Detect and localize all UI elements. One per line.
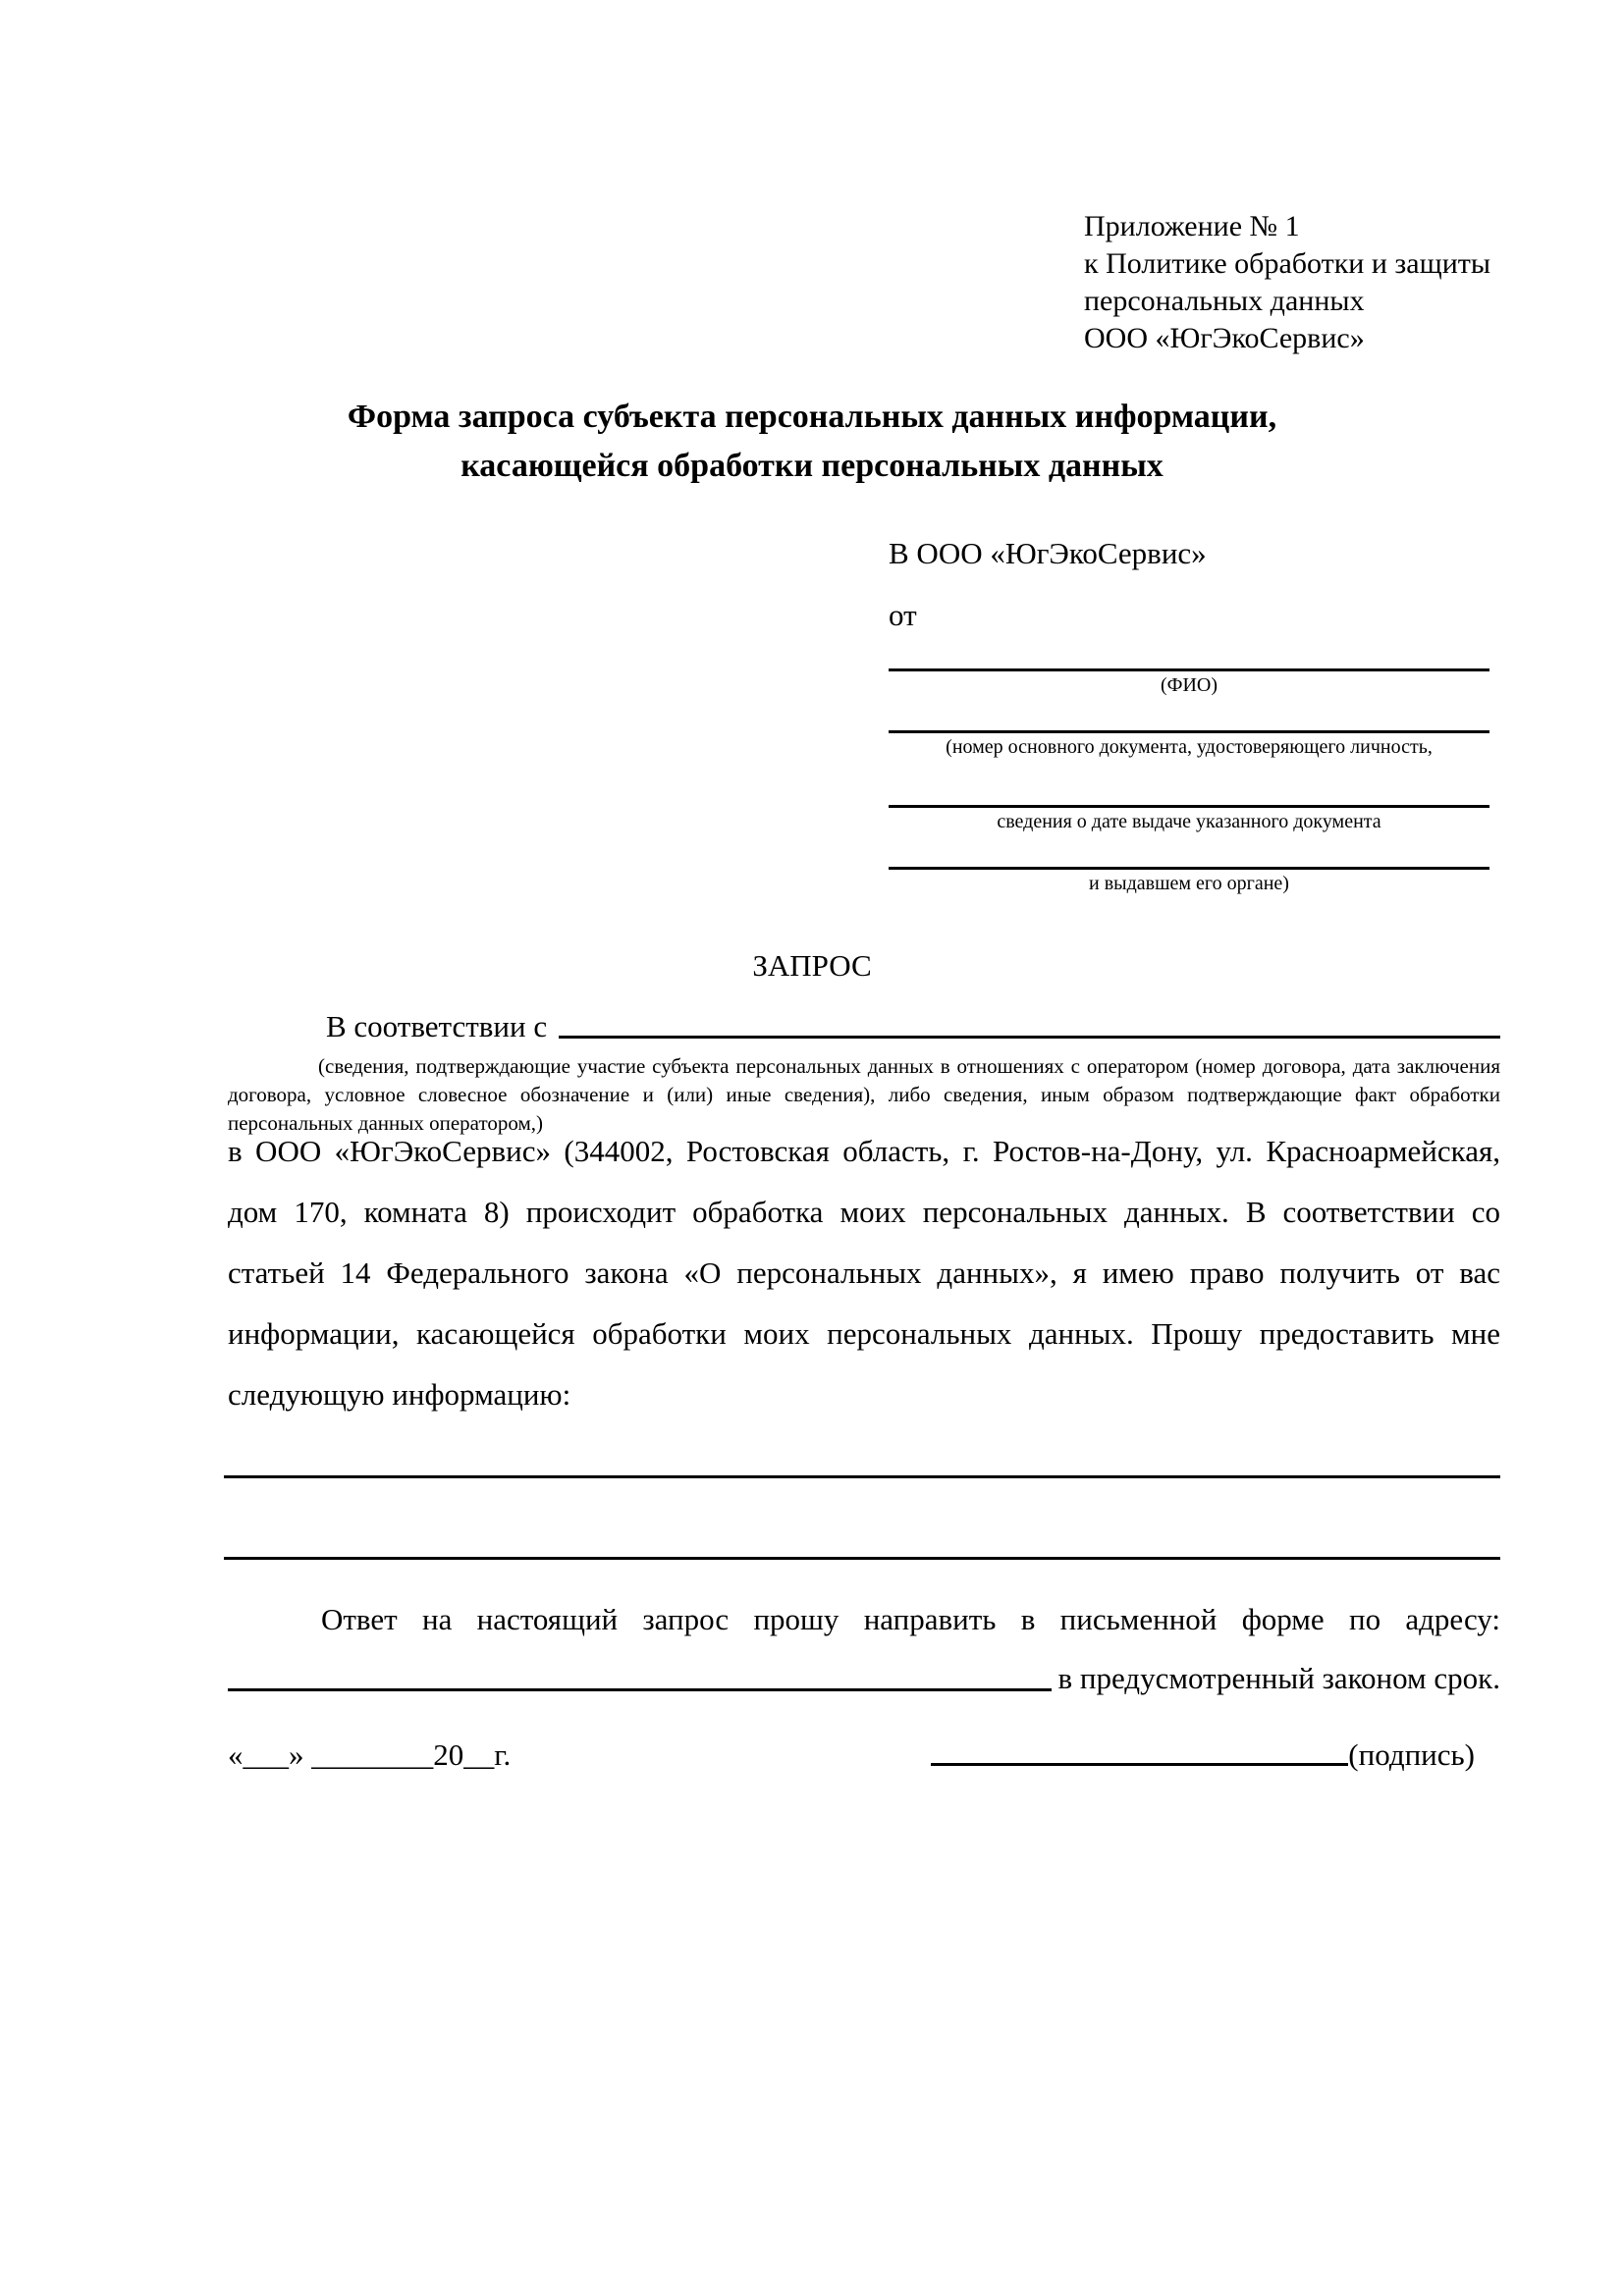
date-blank-field[interactable]: «___» ________20__г. xyxy=(228,1737,512,1772)
according-label: В соответствии с xyxy=(326,1009,548,1043)
signature-group xyxy=(931,1735,1475,1775)
document-number-field-caption: (номер основного документа, удостоверяющего личность, xyxy=(946,736,1433,758)
appendix-header-line4: ООО «ЮгЭкоСервис» xyxy=(1084,322,1365,354)
addressee-from: от xyxy=(889,598,917,632)
fio-field-caption: (ФИО) xyxy=(1160,674,1218,696)
addressee-block xyxy=(889,535,1489,895)
according-row xyxy=(228,1009,1500,1044)
information-blank-line-2[interactable] xyxy=(224,1557,1500,1560)
reply-paragraph: Ответ на настоящий запрос прошу направить в письменной форме по адресу: xyxy=(321,1602,1500,1636)
request-heading: ЗАПРОС xyxy=(752,948,872,983)
date-signature-row xyxy=(228,1735,1475,1775)
signature-blank-field[interactable] xyxy=(931,1763,1348,1766)
appendix-header xyxy=(1084,208,1555,357)
document-title xyxy=(177,393,1447,491)
issue-date-blank-field[interactable] xyxy=(889,805,1489,808)
signature-caption: (подпись) xyxy=(1348,1737,1475,1772)
document-title-line1: Форма запроса субъекта персональных данных информации, xyxy=(347,399,1277,435)
issuing-authority-blank-field[interactable] xyxy=(889,867,1489,870)
reply-address-blank-field[interactable] xyxy=(228,1688,1052,1691)
reply-paragraph-tail: в предусмотренный законом срок. xyxy=(1057,1661,1500,1695)
body-paragraph: в ООО «ЮгЭкоСервис» (344002, Ростовская область, г. Ростов-на-Дону, ул. Красноармейская, дом 170, комната 8) происходит обработка моих персональных данных. В соответствии со статьей 14 Федерального закона «О персональных данных», я имею право получить от вас информации, касающейся обработки моих персональных данных. Прошу предоставить мне следующую информацию: xyxy=(228,1134,1500,1412)
according-blank-field[interactable] xyxy=(559,1036,1500,1039)
fio-blank-field[interactable] xyxy=(889,668,1489,671)
according-caption: (сведения, подтверждающие участие субъекта персональных данных в отношениях с оператором (номер договора, дата заключения договора, условное словесное обозначение и (или) иные сведения), либо сведения, иным образом подтверждающие факт обработки персональных данных оператором,) xyxy=(228,1054,1500,1135)
reply-address-row xyxy=(228,1659,1500,1698)
appendix-header-line3: персональных данных xyxy=(1084,285,1365,317)
appendix-header-line1: Приложение № 1 xyxy=(1084,210,1300,242)
issuing-authority-field-caption: и выдавшем его органе) xyxy=(1089,873,1289,894)
addressee-to: В ООО «ЮгЭкоСервис» xyxy=(889,536,1207,570)
appendix-header-line2: к Политике обработки и защиты xyxy=(1084,247,1491,280)
issue-date-field-caption: сведения о дате выдаче указанного документа xyxy=(997,811,1381,832)
information-blank-line-1[interactable] xyxy=(224,1475,1500,1478)
document-title-line2: касающейся обработки персональных данных xyxy=(460,448,1164,484)
document-number-blank-field[interactable] xyxy=(889,730,1489,733)
